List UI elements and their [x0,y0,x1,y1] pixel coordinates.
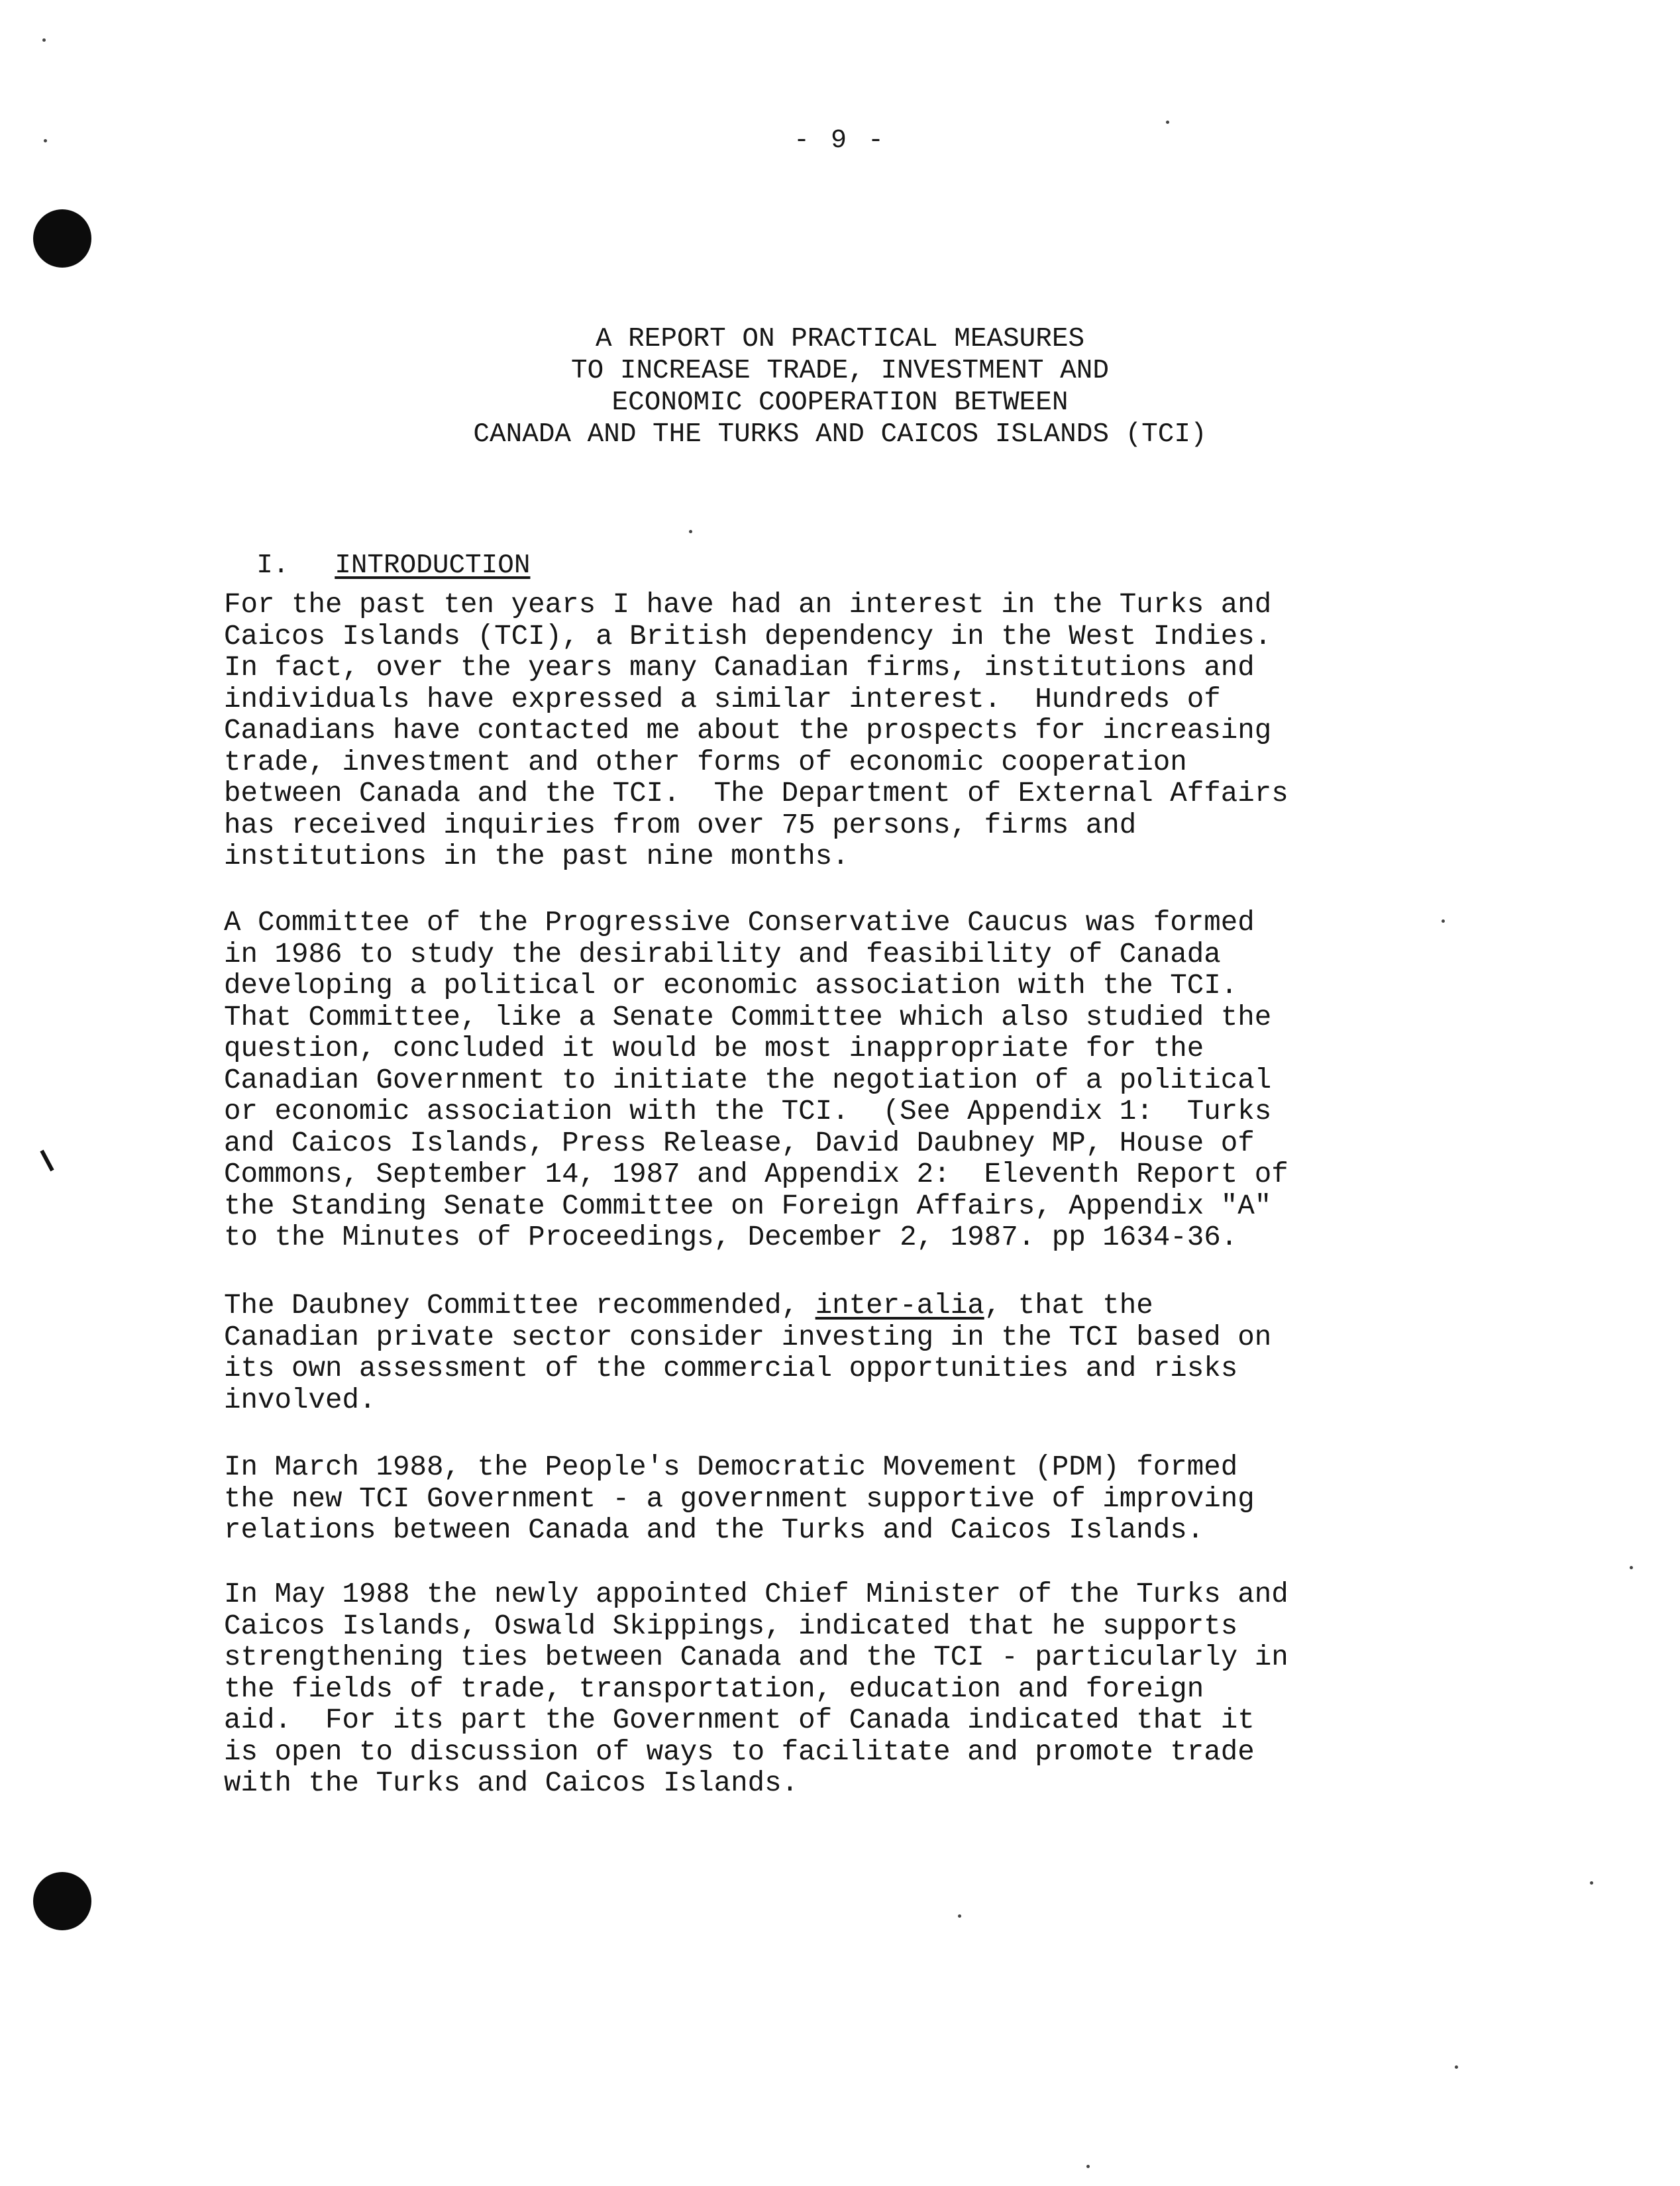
text-line: the Standing Senate Committee on Foreign Affairs, Appendix "A" [224,1190,1272,1222]
scan-speck [1590,1881,1593,1885]
section-heading [224,518,530,582]
text-line: For the past ten years I have had an interest in the Turks and [224,589,1272,621]
text-line: institutions in the past nine months. [224,841,849,872]
scan-speck [1166,121,1169,124]
text-line: Caicos Islands, Oswald Skippings, indicated that he supports [224,1610,1238,1642]
scan-speck [42,38,46,42]
text-line: In March 1988, the People's Democratic Movement (PDM) formed [224,1451,1238,1483]
text-line: relations between Canada and the Turks and Caicos Islands. [224,1514,1204,1546]
text-line: or economic association with the TCI. (See Appendix 1: Turks [224,1096,1272,1127]
text-line: to the Minutes of Proceedings, December 2, 1987. pp 1634-36. [224,1222,1238,1253]
text-line: A Committee of the Progressive Conservative Caucus was formed [224,907,1255,939]
paragraph-3 [224,1290,1456,1416]
scan-speck [1086,2165,1090,2168]
text-line: and Caicos Islands, Press Release, David Daubney MP, House of [224,1127,1255,1159]
text-line: aid. For its part the Government of Canada indicated that it [224,1704,1255,1736]
text-line: developing a political or economic association with the TCI. [224,970,1238,1002]
text-line: individuals have expressed a similar interest. Hundreds of [224,683,1221,715]
paragraph-2 [224,908,1456,1254]
title-line: ECONOMIC COOPERATION BETWEEN [611,388,1069,418]
title-line: TO INCREASE TRADE, INVESTMENT AND [571,356,1109,386]
text-line: the fields of trade, transportation, education and foreign [224,1673,1204,1705]
text-line: Commons, September 14, 1987 and Appendix 2: Eleventh Report of [224,1159,1288,1190]
paragraph-5 [224,1579,1456,1800]
text-line: in 1986 to study the desirability and feasibility of Canada [224,938,1221,970]
text-line: trade, investment and other forms of economic cooperation [224,746,1187,778]
paragraph-4 [224,1452,1456,1547]
scan-speck [1630,1566,1633,1569]
text-line: involved. [224,1384,376,1416]
emphasis-term: inter-alia [815,1290,984,1322]
text-line: That Committee, like a Senate Committee which also studied the [224,1001,1272,1033]
scan-speck [958,1914,961,1918]
section-number: I. [256,550,289,581]
page-number: - 9 - [793,126,887,156]
text-line: between Canada and the TCI. The Department of External Affairs [224,778,1288,809]
text-fragment: The Daubney Committee recommended, [224,1290,815,1322]
title-line: A REPORT ON PRACTICAL MEASURES [595,324,1085,354]
punch-hole-bottom [33,1872,91,1930]
text-line: Caicos Islands (TCI), a British dependency in the West Indies. [224,620,1272,652]
text-line: the new TCI Government - a government supportive of improving [224,1483,1255,1515]
text-line: strengthening ties between Canada and the TCI - particularly in [224,1641,1288,1673]
text-line [224,1290,1456,1322]
text-fragment: , that the [984,1290,1153,1322]
punch-hole-top [33,209,91,268]
text-line: has received inquiries from over 75 persons, firms and [224,809,1137,841]
text-line: Canadian private sector consider investing in the TCI based on [224,1321,1272,1353]
section-title: INTRODUCTION [335,550,531,581]
paragraph-1 [224,590,1456,873]
text-line: is open to discussion of ways to facilitate and promote trade [224,1736,1255,1768]
report-title [0,323,1680,450]
text-line: Canadian Government to initiate the negotiation of a political [224,1064,1272,1096]
text-line: with the Turks and Caicos Islands. [224,1767,799,1799]
scan-mark [40,1150,54,1172]
scan-speck [1455,2065,1458,2069]
scan-speck [689,530,692,533]
text-line: question, concluded it would be most inappropriate for the [224,1033,1204,1065]
text-line: In fact, over the years many Canadian firms, institutions and [224,652,1255,684]
text-line: In May 1988 the newly appointed Chief Minister of the Turks and [224,1579,1288,1610]
text-line: Canadians have contacted me about the prospects for increasing [224,715,1272,747]
title-line: CANADA AND THE TURKS AND CAICOS ISLANDS (TCI) [473,419,1207,450]
text-line: its own assessment of the commercial opportunities and risks [224,1353,1238,1384]
